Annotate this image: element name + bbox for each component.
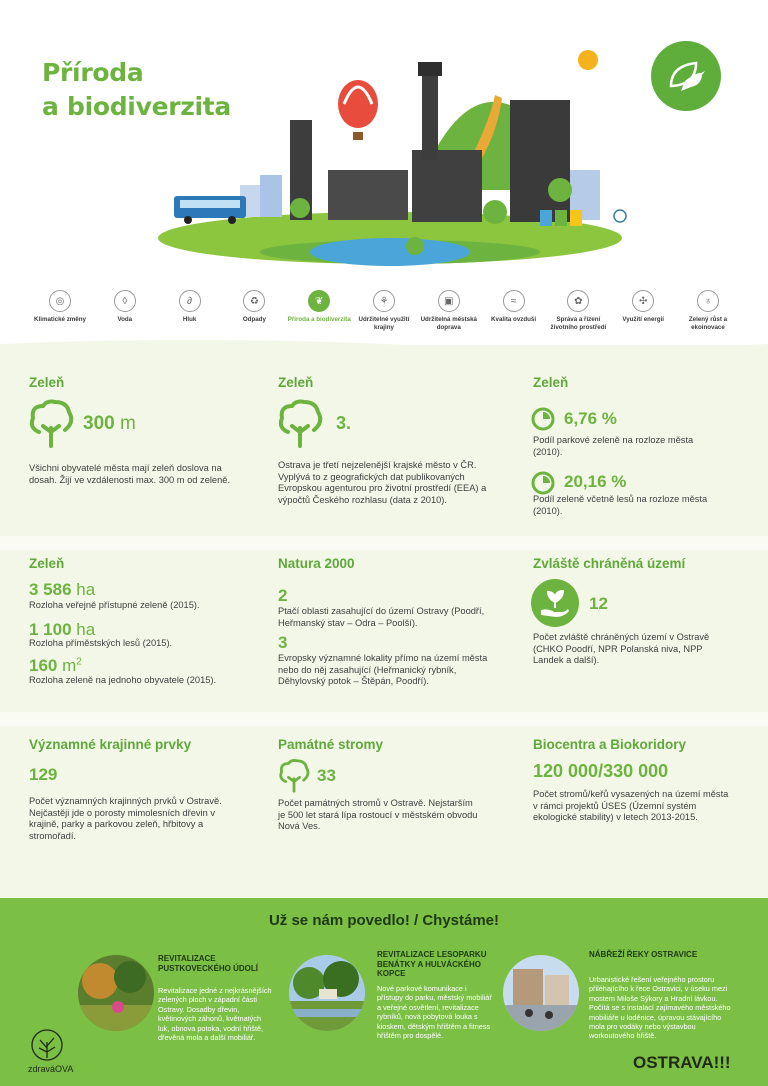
row2-col1-value2: 1 100 <box>29 620 72 639</box>
row3-col1-text: Počet významných krajinných prvků v Ostravě. Nejčastěji jde o porosty mimolesních dřevin v krajině, parky a parkovou zeleň, hřbitovy a stromořadí. <box>29 796 222 841</box>
row2-col1-value3: 160 <box>29 656 58 675</box>
row3-col1-value: 129 <box>29 765 58 784</box>
topic-label: Kvalita ovzduší <box>491 316 537 323</box>
topic-label: Udržitelná městská doprava <box>420 316 477 331</box>
topic-label: Klimatické změny <box>34 316 86 323</box>
topic-5[interactable] <box>352 290 416 338</box>
row1-col1-unit: m <box>114 413 136 434</box>
row2-col3-text: Počet zvláště chráněných území v Ostravě (CHKO Poodří, NPR Polanská niva, NPP Landek a další). <box>533 632 710 666</box>
row1-col2-title: Zeleň <box>278 375 314 390</box>
photo-ostravice-riverside <box>503 955 579 1031</box>
row2-col2-text1: Ptačí oblasti zasahující do území Ostravy (Poodří, Heřmanský stav – Odra – Poolší). <box>278 606 485 628</box>
leaf-icon: ❦ <box>308 290 330 312</box>
sprout-icon: ⚘ <box>373 290 395 312</box>
row2-col1-unit2: ha <box>71 620 96 639</box>
row2-col3-title: Zvláště chráněná území <box>533 556 686 571</box>
tree-icon <box>274 398 326 450</box>
row1-col2-text: Ostrava je třetí nejzelenější krajské město v ČR. Vyplývá to z geografických dat publikovaných Evropskou agenturou pro životní prostředí (EEA) a výpočtů Českého rozhlasu (data z 2010). <box>278 460 487 505</box>
topic-0[interactable] <box>28 290 92 338</box>
row1-col3-text-a: Podíl parkové zeleně na rozloze města (2010). <box>533 435 694 457</box>
topic-label: Odpady <box>242 316 266 323</box>
zdravaova-logo-text: zdraváOVA <box>28 1064 74 1074</box>
row2-col3-value: 12 <box>589 594 608 613</box>
topic-navigation <box>28 290 740 338</box>
drop-icon: ◊ <box>114 290 136 312</box>
row2-col2-text2: Evropsky významné lokality přímo na území města nebo do něj zasahující (Heřmanický rybník, Děhylovský potok – Štěpán, Poodří). <box>278 653 488 687</box>
row2-col1-value2-group <box>29 620 95 640</box>
row1-col3-title: Zeleň <box>533 375 569 390</box>
row1-col3-text-b: Podíl zeleně včetně lesů na rozloze města (2010). <box>533 494 708 516</box>
ear-icon: ∂ <box>179 290 201 312</box>
row1-col3-value-b: 20,16 % <box>564 472 627 491</box>
row1-col2-value: 3. <box>336 413 352 433</box>
pie-icon <box>531 471 555 495</box>
zdravaova-logo-icon <box>30 1028 64 1062</box>
project-2-title: REVITALIZACE LESOPARKU BENÁTKY A HULVÁCKÉHO KOPCE <box>377 950 487 979</box>
row2-col2-title: Natura 2000 <box>278 556 355 571</box>
row3-col3-title: Biocentra a Biokoridory <box>533 737 687 752</box>
row2-col1-text3: Rozloha zeleně na jednoho obyvatele (2015). <box>29 675 217 685</box>
row1-col1-text: Všichni obyvatelé města mají zeleň doslova na dosah. Žijí ve vzdálenosti max. 300 m od zeleně. <box>29 463 231 485</box>
row3-col3-value: 120 000/330 000 <box>533 761 669 781</box>
tree-icon <box>25 398 77 450</box>
ostrava-tagline: OSTRAVA!!! <box>633 1053 731 1072</box>
tree-icon <box>276 758 312 794</box>
topic-label: Voda <box>117 316 133 323</box>
topic-7[interactable] <box>482 290 546 338</box>
band-divider-1 <box>0 536 768 550</box>
pie-icon <box>531 407 555 431</box>
project-2-text: Nové parkové komunikace i přístupy do parku, městský mobiliář a veřejné osvětlení, revitalizace rybníků, nová pobytová louka s kioskem, dětským hřištěm a fitness hřištěm pro dospělé. <box>377 984 492 1041</box>
topic-8[interactable] <box>546 290 610 338</box>
row1-col1-title: Zeleň <box>29 375 65 390</box>
row3-col3-text: Počet stromů/keřů vysazených na území města v rámci projektů ÚSES (Územní systém ekologické stability) v letech 2013-2015. <box>533 789 729 823</box>
row3-col1-title: Významné krajinné prvky <box>29 737 192 752</box>
topic-3[interactable] <box>222 290 286 338</box>
nature-badge-icon <box>651 41 721 111</box>
city-illustration <box>150 40 630 280</box>
photo-pustkovec-valley <box>78 955 154 1031</box>
topic-label: Využití energií <box>622 316 665 323</box>
topic-4[interactable] <box>287 290 351 338</box>
row2-col1-text2: Rozloha příměstských lesů (2015). <box>29 638 173 648</box>
row3-col2-value: 33 <box>317 766 336 785</box>
topic-6[interactable] <box>417 290 481 338</box>
plant-hand-icon <box>530 578 580 628</box>
recycle-icon: ♻ <box>243 290 265 312</box>
topic-9[interactable] <box>611 290 675 338</box>
topic-label: Hluk <box>182 316 197 323</box>
row2-col1-unit3-sup: 2 <box>76 656 82 668</box>
topic-10[interactable] <box>676 290 740 338</box>
photo-benatky-park <box>289 955 365 1031</box>
tram-icon: ▣ <box>438 290 460 312</box>
row3-col2-text: Počet památných stromů v Ostravě. Nejstarším je 500 let stará lípa rostoucí v městském obvodu Nová Ves. <box>278 798 478 832</box>
row2-col1-unit3: m <box>57 656 77 675</box>
page-title-line1: Příroda <box>42 58 144 87</box>
row2-col1-unit1: ha <box>71 580 96 599</box>
project-1-title: REVITALIZACE PUSTKOVECKÉHO ÚDOLÍ <box>158 954 259 973</box>
row2-col1-title: Zeleň <box>29 556 65 571</box>
turbine-icon: ✣ <box>632 290 654 312</box>
bulb-icon: ♁ <box>697 290 719 312</box>
globe-icon: ◎ <box>49 290 71 312</box>
project-3-text: Urbanistické řešení veřejného prostoru přiléhajícího k řece Ostravici, v úseku mezi mostem Miloše Sýkory a Hradní lávkou. Počítá se s instalací zajímavého městského mobiliáře u loděnice, úpravou stávajícího mola pro vodáky nebo výstavbou workoutového hřiště. <box>589 975 731 1041</box>
row1-col1-value: 300 <box>83 413 115 434</box>
row2-col1-text1: Rozloha veřejně přístupné zeleně (2015). <box>29 600 200 610</box>
row3-col2-title: Památné stromy <box>278 737 384 752</box>
project-1-text: Revitalizace jedné z nejkrásnějších zelených ploch v západní části Ostravy. Dosadby dřevin, květinových záhonů, květnatých luk, obnova potoka, vodní hřiště, dřevěná mola a další mobiliář. <box>158 986 272 1043</box>
topic-label: Zelený růst a ekoinovace <box>688 316 728 331</box>
row1-col1-value-group <box>83 413 136 435</box>
footer-heading: Už se nám povedlo! / Chystáme! <box>268 912 500 929</box>
row2-col1-value1: 3 586 <box>29 580 72 599</box>
row2-col2-value1: 2 <box>278 586 288 605</box>
topic-2[interactable] <box>158 290 222 338</box>
topic-label: Příroda a biodiverzita <box>287 316 351 323</box>
row2-col1-value3-group <box>29 656 82 676</box>
page-title-line2: a biodiverzita <box>42 92 232 121</box>
band-wave <box>0 334 768 358</box>
topic-1[interactable] <box>93 290 157 338</box>
row2-col1-value1-group <box>29 580 95 600</box>
topic-label: Udržitelné využití krajiny <box>358 316 410 331</box>
project-3-title: NÁBŘEŽÍ ŘEKY OSTRAVICE <box>589 950 698 959</box>
wind-icon: ≈ <box>503 290 525 312</box>
band-divider-2 <box>0 712 768 726</box>
topic-label: Správa a řízení životního prostředí <box>550 316 607 331</box>
row1-col3-value-a: 6,76 % <box>564 409 617 428</box>
row2-col2-value2: 3 <box>278 633 288 652</box>
plant-hand-icon: ✿ <box>567 290 589 312</box>
